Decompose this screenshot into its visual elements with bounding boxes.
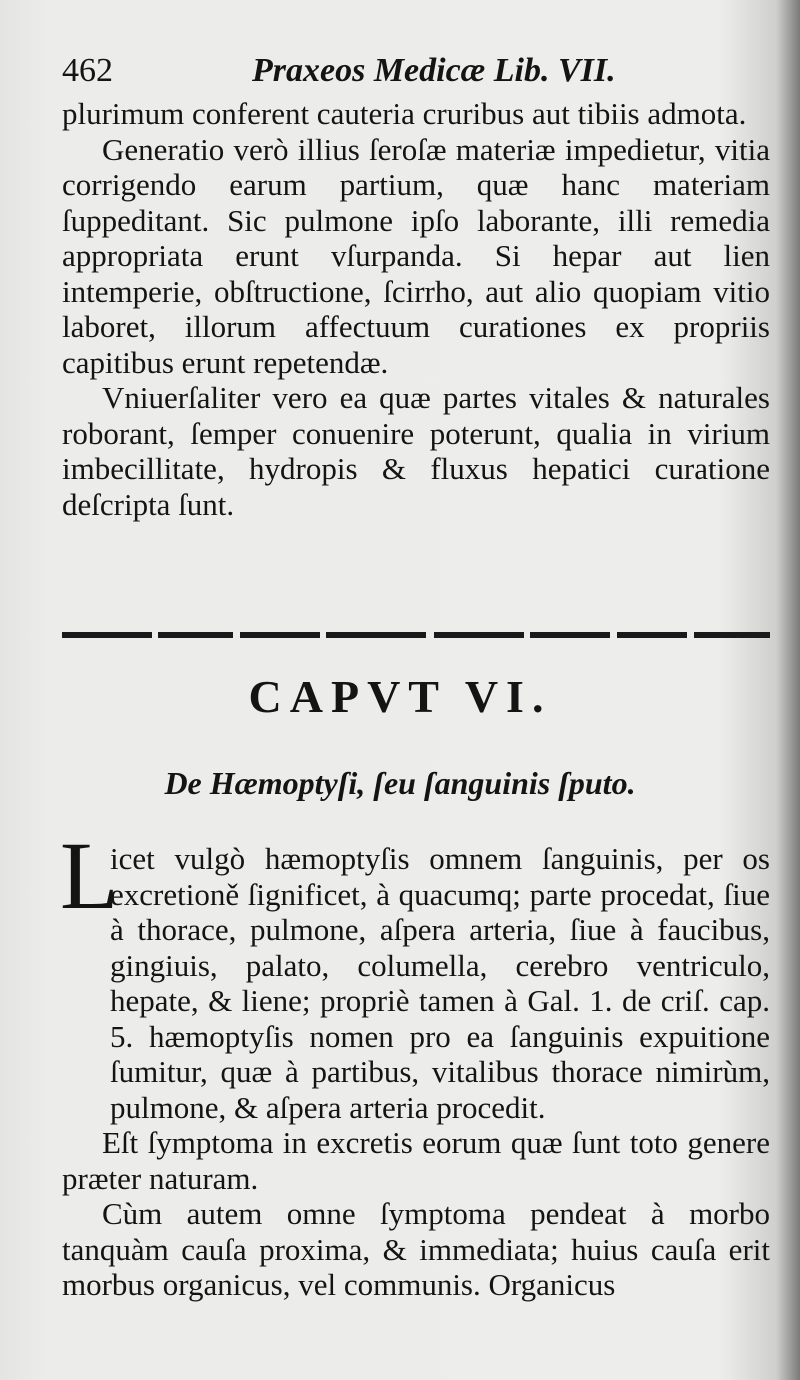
paragraph-est: Eſt ſymptoma in excretis eorum quæ ſunt toto genere præter naturam. <box>62 1125 770 1196</box>
chapter-body <box>62 841 770 1303</box>
running-title: Praxeos Medicæ Lib. VII. <box>252 52 616 89</box>
paragraph-generatio: Generatio verò illius ſeroſæ materiæ impedietur, vitia corrigendo earum partium, quæ hanc materiam ſuppeditant. Sic pulmone ipſo laborante, illi remedia appropriata erunt vſurpanda. Si hepar aut lien intemperie, obſtructione, ſcirrho, aut alio quopiam vitio laboret, illorum affectuum curationes ex propriis capitibus erunt repetendæ. <box>62 131 770 380</box>
ornamental-rule <box>62 628 770 642</box>
page-number: 462 <box>62 52 113 89</box>
paragraph-vniuersaliter: Vniuerſaliter vero ea quæ partes vitales & naturales roborant, ſemper conuenire poterunt, qualia in virium imbecillitate, hydropis & fluxus hepatici curatione deſcripta ſunt. <box>62 380 770 522</box>
chapter-subtitle: De Hæmoptyſi, ſeu ſanguinis ſputo. <box>164 765 636 801</box>
chapter-heading: CAPVT VI. <box>248 671 552 722</box>
continuation-text: plurimum conferent cauteria cruribus aut tibiis admota. <box>62 96 747 131</box>
top-text-block <box>62 96 770 522</box>
paragraph-licet: icet vulgò hæmoptyſis omnem ſanguinis, per os excretioně ſignificet, à quacumq; parte procedat, ſiue à thorace, pulmone, aſpera arteria, ſiue à faucibus, gingiuis, palato, columella, cerebro ventriculo, hepate, & liene; propriè tamen à Gal. 1. de criſ. cap. 5. hæmoptyſis nomen pro ea ſanguinis expuitione ſumitur, quæ à partibus, vitalibus thorace nimirùm, pulmone, & aſpera arteria procedit. <box>110 841 770 1125</box>
page-header <box>62 50 712 98</box>
paragraph-cum: Cùm autem omne ſymptoma pendeat à morbo tanquàm cauſa proxima, & immediata; huius cauſa erit morbus organicus, vel communis. Organicus <box>62 1196 770 1302</box>
drop-cap: L <box>60 822 119 929</box>
